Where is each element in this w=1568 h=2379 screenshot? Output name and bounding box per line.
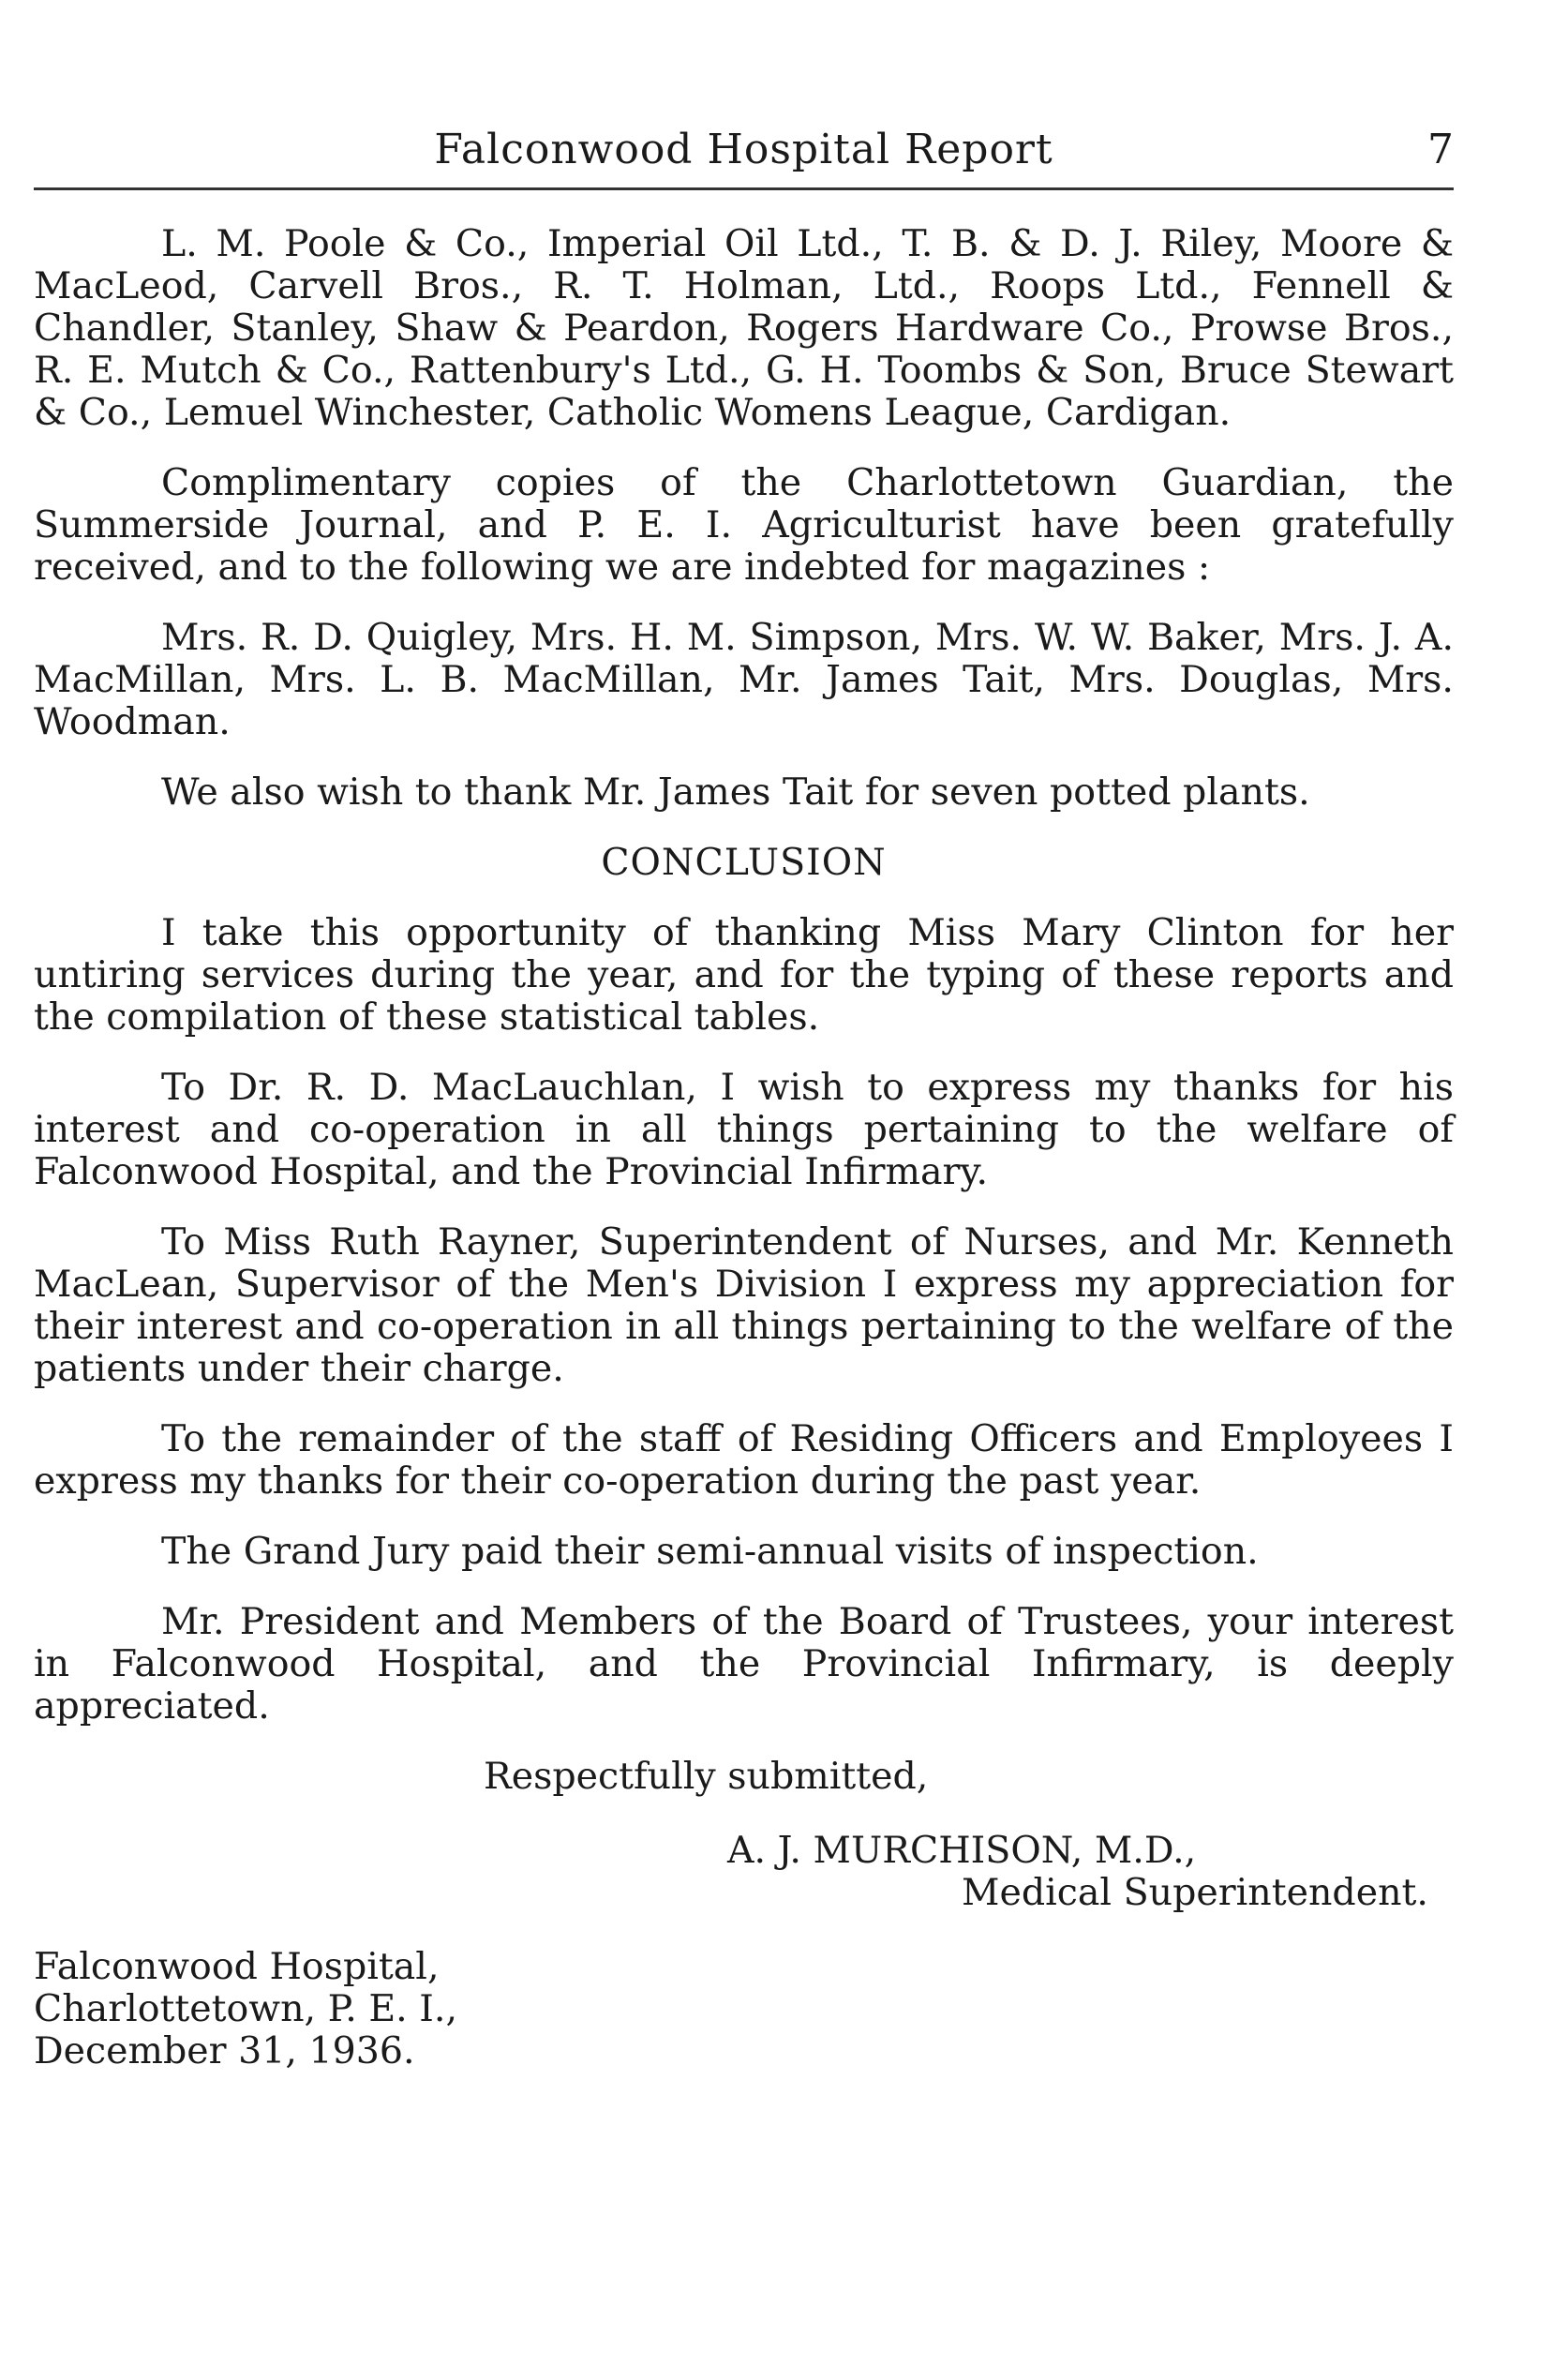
page-body <box>34 223 1454 2072</box>
magazine-donors-paragraph: Mrs. R. D. Quigley, Mrs. H. M. Simpson, Mrs. W. W. Baker, Mrs. J. A. MacMillan, Mrs. L. B. MacMillan, Mr. James Tait, Mrs. Douglas, Mrs. Woodman. <box>34 616 1454 743</box>
page-header <box>34 112 1454 190</box>
conclusion-paragraph: To Miss Ruth Rayner, Superintendent of Nurses, and Mr. Kenneth MacLean, Supervisor of the Men's Division I express my appreciation for their interest and co-operation in all things pertaining to the welfare of the patients under their charge. <box>34 1220 1454 1390</box>
conclusion-paragraph: Mr. President and Members of the Board of Trustees, your interest in Falconwood Hospital, and the Provincial Infirmary, is deeply appreciated. <box>34 1600 1454 1728</box>
section-heading: CONCLUSION <box>601 841 887 884</box>
conclusion-paragraph: The Grand Jury paid their semi-annual visits of inspection. <box>161 1530 1259 1573</box>
date-line: December 31, 1936. <box>34 2029 415 2072</box>
signature-name: A. J. MURCHISON, M.D., <box>727 1829 1197 1872</box>
place-line: Falconwood Hospital, <box>34 1945 440 1988</box>
page-number: 7 <box>1427 126 1454 173</box>
potted-plants-paragraph: We also wish to thank Mr. James Tait for seven potted plants. <box>161 771 1310 814</box>
conclusion-paragraph: I take this opportunity of thanking Miss Mary Clinton for her untiring services during the year, and for the typing of these reports and the compilation of these statistical tables. <box>34 911 1454 1039</box>
conclusion-paragraph: To the remainder of the staff of Residing Officers and Employees I express my thanks for their co-operation during the past year. <box>34 1417 1454 1503</box>
complimentary-copies-paragraph: Complimentary copies of the Charlottetown Guardian, the Summerside Journal, and P. E. I. Agriculturist have been gratefully received, and to the following we are indebted for magazines : <box>34 461 1454 589</box>
place-line: Charlottetown, P. E. I., <box>34 1987 457 2030</box>
closing-salutation: Respectfully submitted, <box>484 1755 929 1798</box>
conclusion-paragraph: To Dr. R. D. MacLauchlan, I wish to express my thanks for his interest and co-operation in all things pertaining to the welfare of Falconwood Hospital, and the Provincial Infirmary. <box>34 1066 1454 1193</box>
signature-title: Medical Superintendent. <box>962 1871 1428 1914</box>
running-title: Falconwood Hospital Report <box>434 126 1053 173</box>
donors-paragraph: L. M. Poole & Co., Imperial Oil Ltd., T. B. & D. J. Riley, Moore & MacLeod, Carvell Bros., R. T. Holman, Ltd., Roops Ltd., Fennell & Chandler, Stanley, Shaw & Peardon, Rogers Hardware Co., Prowse Bros., R. E. Mutch & Co., Rattenbury's Ltd., G. H. Toombs & Son, Bruce Stewart & Co., Lemuel Winchester, Catholic Womens League, Cardigan. <box>34 222 1454 434</box>
